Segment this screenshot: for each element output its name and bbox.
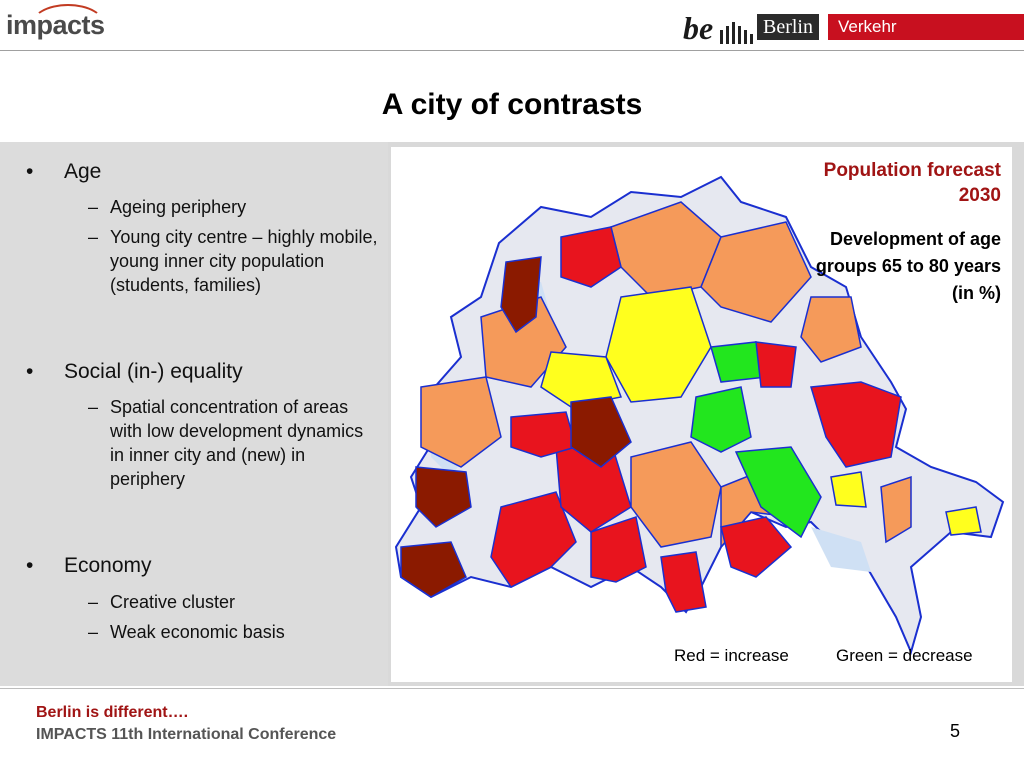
- slide-title: A city of contrasts: [381, 88, 643, 121]
- impacts-logo-text: impacts: [6, 10, 105, 40]
- dash-icon: –: [88, 622, 99, 642]
- bullet-dot-icon: •: [26, 360, 34, 383]
- impacts-logo: [6, 10, 105, 41]
- be-logo: be: [683, 10, 714, 46]
- dash-icon: –: [88, 197, 99, 217]
- legend-red: Red = increase: [674, 646, 789, 665]
- bullet-panel: [0, 142, 388, 686]
- region-increase: [756, 342, 796, 387]
- region-slight-decrease: [946, 507, 981, 535]
- logo-arc-icon: [30, 4, 106, 48]
- sub-bullet-text: Spatial concentration of areas with low development dynamics in inner city and (new) in periphery: [110, 397, 364, 489]
- footer-tagline: Berlin is different….: [36, 704, 189, 721]
- bullet-label: Economy: [64, 554, 152, 577]
- dash-icon: –: [88, 397, 99, 417]
- header-divider: [0, 50, 1024, 51]
- header: [0, 0, 1024, 52]
- map-subtitle: Development of age groups 65 to 80 years (in %): [815, 229, 1001, 303]
- region-increase: [721, 517, 791, 577]
- section-label: Verkehr: [828, 14, 1024, 40]
- bullet-dot-icon: •: [26, 554, 34, 577]
- be-berlin-bars-icon: [718, 16, 754, 44]
- sub-bullet-text: Young city centre – highly mobile, young inner city population (students, families): [110, 227, 378, 295]
- dash-icon: –: [88, 227, 99, 247]
- region-increase: [511, 412, 576, 457]
- sub-bullet-text: Ageing periphery: [110, 197, 247, 217]
- berlin-logo: Berlin: [757, 14, 819, 40]
- map-title: Population forecast 2030: [823, 160, 1001, 206]
- sub-bullet-text: Creative cluster: [110, 592, 236, 612]
- bullet-label: Age: [64, 160, 102, 183]
- dash-icon: –: [88, 592, 99, 612]
- bullet-label: Social (in-) equality: [64, 360, 243, 383]
- footer-conference: IMPACTS 11th International Conference: [36, 726, 337, 743]
- footer-divider: [0, 688, 1024, 689]
- region-decrease: [691, 387, 751, 452]
- page-number: 5: [950, 721, 961, 741]
- legend-green: Green = decrease: [836, 646, 973, 665]
- sub-bullet-text: Weak economic basis: [110, 622, 285, 642]
- bullet-dot-icon: •: [26, 160, 34, 183]
- region-slight-decrease: [831, 472, 866, 507]
